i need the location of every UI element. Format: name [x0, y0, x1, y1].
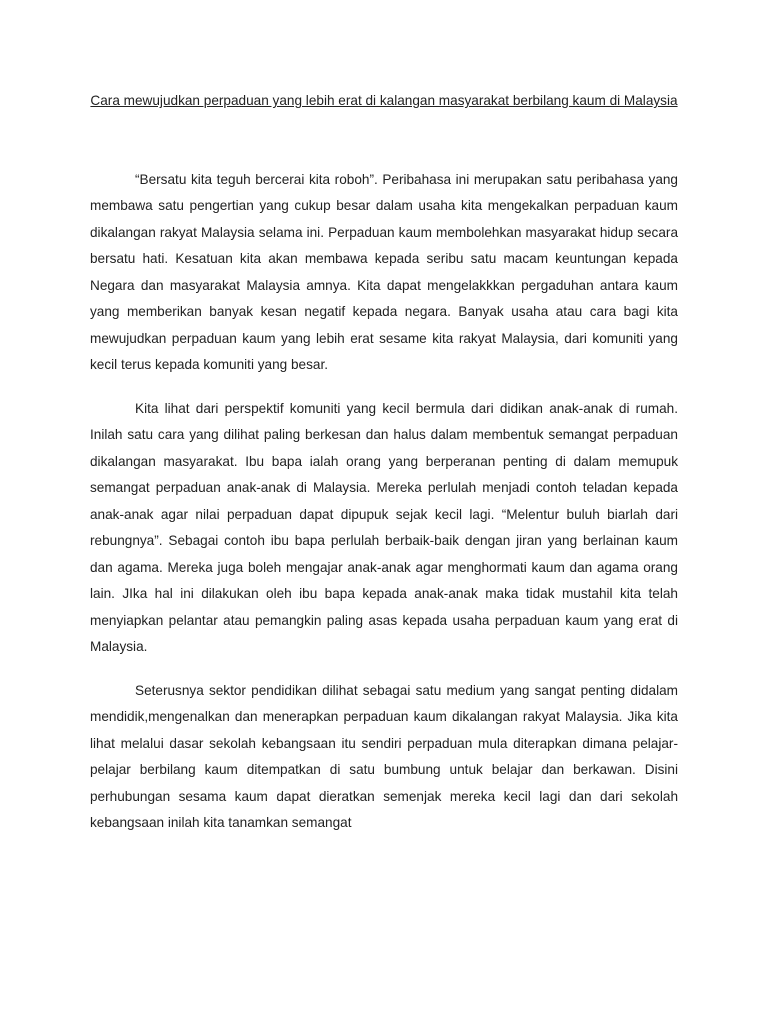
paragraph-3: Seterusnya sektor pendidikan dilihat sebagai satu medium yang sangat penting didalam mendidik,mengenalkan dan menerapkan perpaduan kaum dikalangan rakyat Malaysia. Jika kita lihat melalui dasar sekolah kebangsaan itu sendiri perpaduan mula diterapkan dimana pelajar-pelajar berbilang kaum ditempatkan di satu bumbung untuk belajar dan berkawan. Disini perhubungan sesama kaum dapat dieratkan semenjak mereka kecil lagi dan dari sekolah kebangsaan inilah kita tanamkan semangat — [90, 682, 678, 830]
document-page — [90, 88, 678, 837]
paragraph-2: Kita lihat dari perspektif komuniti yang kecil bermula dari didikan anak-anak di rumah. Inilah satu cara yang dilihat paling berkesan dan halus dalam membentuk semangat perpaduan dikalangan masyarakat. Ibu bapa ialah orang yang berperanan penting di dalam memupuk semangat perpaduan anak-anak di Malaysia. Mereka perlulah menjadi contoh teladan kepada anak-anak agar nilai perpaduan dapat dipupuk sejak kecil lagi. “Melentur buluh biarlah dari rebungnya”. Sebagai contoh ibu bapa perlulah berbaik-baik dengan jiran yang berlainan kaum dan agama. Mereka juga boleh mengajar anak-anak agar menghormati kaum dan agama orang lain. JIka hal ini dilakukan oleh ibu bapa kepada anak-anak maka tidak mustahil kita telah menyiapkan pelantar atau pemangkin paling asas kepada usaha perpaduan kaum yang erat di Malaysia. — [90, 400, 678, 654]
document-title: Cara mewujudkan perpaduan yang lebih erat di kalangan masyarakat berbilang kaum di Malaysia — [90, 93, 678, 108]
paragraph-1: “Bersatu kita teguh bercerai kita roboh”. Peribahasa ini merupakan satu peribahasa yang membawa satu pengertian yang cukup besar dalam usaha kita mengekalkan perpaduan kaum dikalangan rakyat Malaysia selama ini. Perpaduan kaum membolehkan masyarakat hidup secara bersatu hati. Kesatuan kita akan membawa kepada seribu satu macam keuntungan kepada Negara dan masyarakat Malaysia amnya. Kita dapat mengelakkkan pergaduhan antara kaum yang memberikan banyak kesan negatif kepada negara. Banyak usaha atau cara bagi kita mewujudkan perpaduan kaum yang lebih erat sesame kita rakyat Malaysia, dari komuniti yang kecil terus kepada komuniti yang besar. — [90, 171, 678, 372]
